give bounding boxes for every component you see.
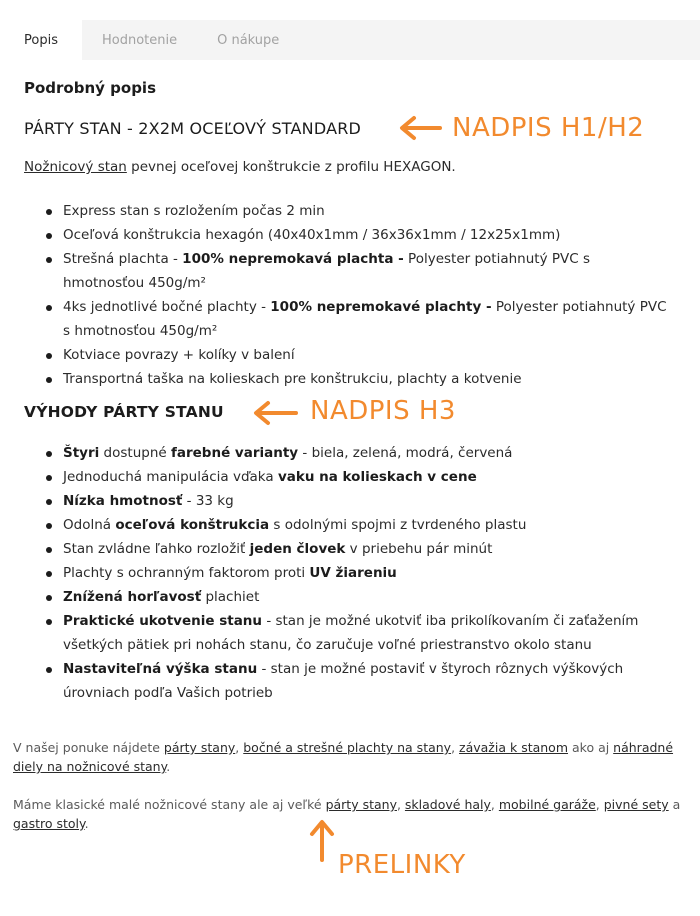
footer-text: ako aj [568, 740, 614, 755]
arrow-up-icon [308, 818, 336, 864]
bold-text: oceľová konštrukcia [115, 517, 270, 533]
bold-text: UV žiareniu [309, 565, 397, 581]
bold-text: vaku na kolieskach v cene [277, 469, 477, 485]
arrow-left-icon [398, 114, 444, 142]
footer-link[interactable]: párty stany [163, 740, 236, 755]
advantages-heading: VÝHODY PÁRTY STANU [24, 403, 224, 421]
bold-text: Znížená horľavosť [63, 589, 202, 605]
list-item [44, 441, 674, 465]
footer-text: , [396, 797, 405, 812]
intro-link[interactable]: Nožnicový stan [24, 159, 127, 175]
list-text: Plachty s ochranným faktorom proti [63, 565, 310, 581]
footer-link[interactable]: náhradné diely na nožnicové stany [13, 740, 674, 774]
list-text: - stan je možné ukotviť iba prikolíkovaním či zaťažením všetkých pätiek pri nohách stanu, čo zaručuje voľné priestranstvo okolo stanu [63, 613, 639, 653]
intro-text: pevnej oceľovej konštrukcie z profilu HEXAGON. [126, 159, 456, 175]
bold-text: 100% nepremokavá plachta - [182, 251, 404, 267]
footer-text: . [166, 759, 171, 774]
footer-link[interactable]: skladové haly [404, 797, 491, 812]
footer-link[interactable]: párty stany [325, 797, 397, 812]
footer-text: , [451, 740, 460, 755]
annotation-h1: NADPIS H1/H2 [452, 113, 645, 143]
intro-paragraph [24, 159, 456, 175]
list-text: Express stan s rozložením počas 2 min [63, 203, 325, 219]
list-text: 4ks jednotlivé bočné plachty - [63, 299, 271, 315]
list-text: - stan je možné postaviť v štyroch rôznych výškových úrovniach podľa Vašich potrieb [63, 661, 624, 701]
list-text: Kotviace povrazy + kolíky v balení [63, 347, 295, 363]
footer-text: . [84, 816, 89, 831]
list-item [44, 223, 674, 247]
list-text: dostupné [99, 445, 171, 461]
list-text: - 33 kg [182, 493, 234, 509]
list-item [44, 367, 674, 391]
footer-link[interactable]: mobilné garáže [498, 797, 596, 812]
list-item [44, 609, 674, 657]
footer-link[interactable]: závažia k stanom [459, 740, 569, 755]
footer-text: Máme klasické malé nožnicové stany ale aj veľké [13, 797, 326, 812]
bold-text: Praktické ukotvenie stanu [63, 613, 263, 629]
tab-hodnotenie[interactable]: Hodnotenie [101, 32, 178, 48]
list-text: Transportná taška na kolieskach pre konštrukciu, plachty a kotvenie [63, 371, 522, 387]
bold-text: jeden človek [249, 541, 346, 557]
list-text: Stan zvládne ľahko rozložiť [63, 541, 250, 557]
bold-text: Štyri [63, 445, 100, 461]
footer-paragraph-2 [13, 795, 683, 833]
list-text: Polyester potiahnutý PVC s hmotnosťou 450g/m² [63, 299, 667, 339]
list-text: Jednoduchá manipulácia vďaka [63, 469, 278, 485]
list-item [44, 465, 674, 489]
tab-o-nakupe[interactable]: O nákupe [217, 32, 280, 48]
list-text: Odolná [63, 517, 116, 533]
list-text: Oceľová konštrukcia hexagón (40x40x1mm / 36x36x1mm / 12x25x1mm) [63, 227, 561, 243]
bold-text: farebné varianty [171, 445, 299, 461]
footer-text: a [668, 797, 681, 812]
advantages-list [44, 441, 674, 705]
arrow-left-icon [252, 399, 300, 427]
tab-bar [0, 20, 700, 60]
list-text: Strešná plachta - [63, 251, 183, 267]
list-item [44, 513, 674, 537]
list-item [44, 489, 674, 513]
footer-paragraph-1 [13, 738, 683, 776]
features-list [44, 199, 674, 391]
list-item [44, 537, 674, 561]
list-item [44, 657, 674, 705]
main-heading: PÁRTY STAN - 2X2M OCEĽOVÝ STANDARD [24, 119, 362, 138]
footer-link[interactable]: gastro stoly [13, 816, 85, 831]
footer-text: , [235, 740, 244, 755]
footer-link[interactable]: bočné a strešné plachty na stany [243, 740, 452, 755]
list-item [44, 343, 674, 367]
footer-text: V našej ponuke nájdete [13, 740, 164, 755]
list-item [44, 199, 674, 223]
bold-text: Nastaviteľná výška stanu [63, 661, 258, 677]
footer-text: , [595, 797, 604, 812]
list-item [44, 561, 674, 585]
list-item [44, 247, 674, 295]
bold-text: Nízka hmotnosť [63, 493, 183, 509]
list-text: s odolnými spojmi z tvrdeného plastu [269, 517, 527, 533]
list-item [44, 585, 674, 609]
tab-popis[interactable]: Popis [0, 20, 82, 60]
annotation-links: PRELINKY [338, 850, 466, 880]
footer-text: , [490, 797, 499, 812]
list-item [44, 295, 674, 343]
bold-text: 100% nepremokavé plachty - [270, 299, 492, 315]
annotation-h3: NADPIS H3 [310, 396, 456, 426]
list-text: v priebehu pár minút [345, 541, 493, 557]
list-text: Polyester potiahnutý PVC s hmotnosťou 450g/m² [63, 251, 590, 291]
list-text: - biela, zelená, modrá, červená [298, 445, 513, 461]
list-text: plachiet [201, 589, 260, 605]
footer-link[interactable]: pivné sety [603, 797, 669, 812]
section-title: Podrobný popis [24, 79, 157, 97]
